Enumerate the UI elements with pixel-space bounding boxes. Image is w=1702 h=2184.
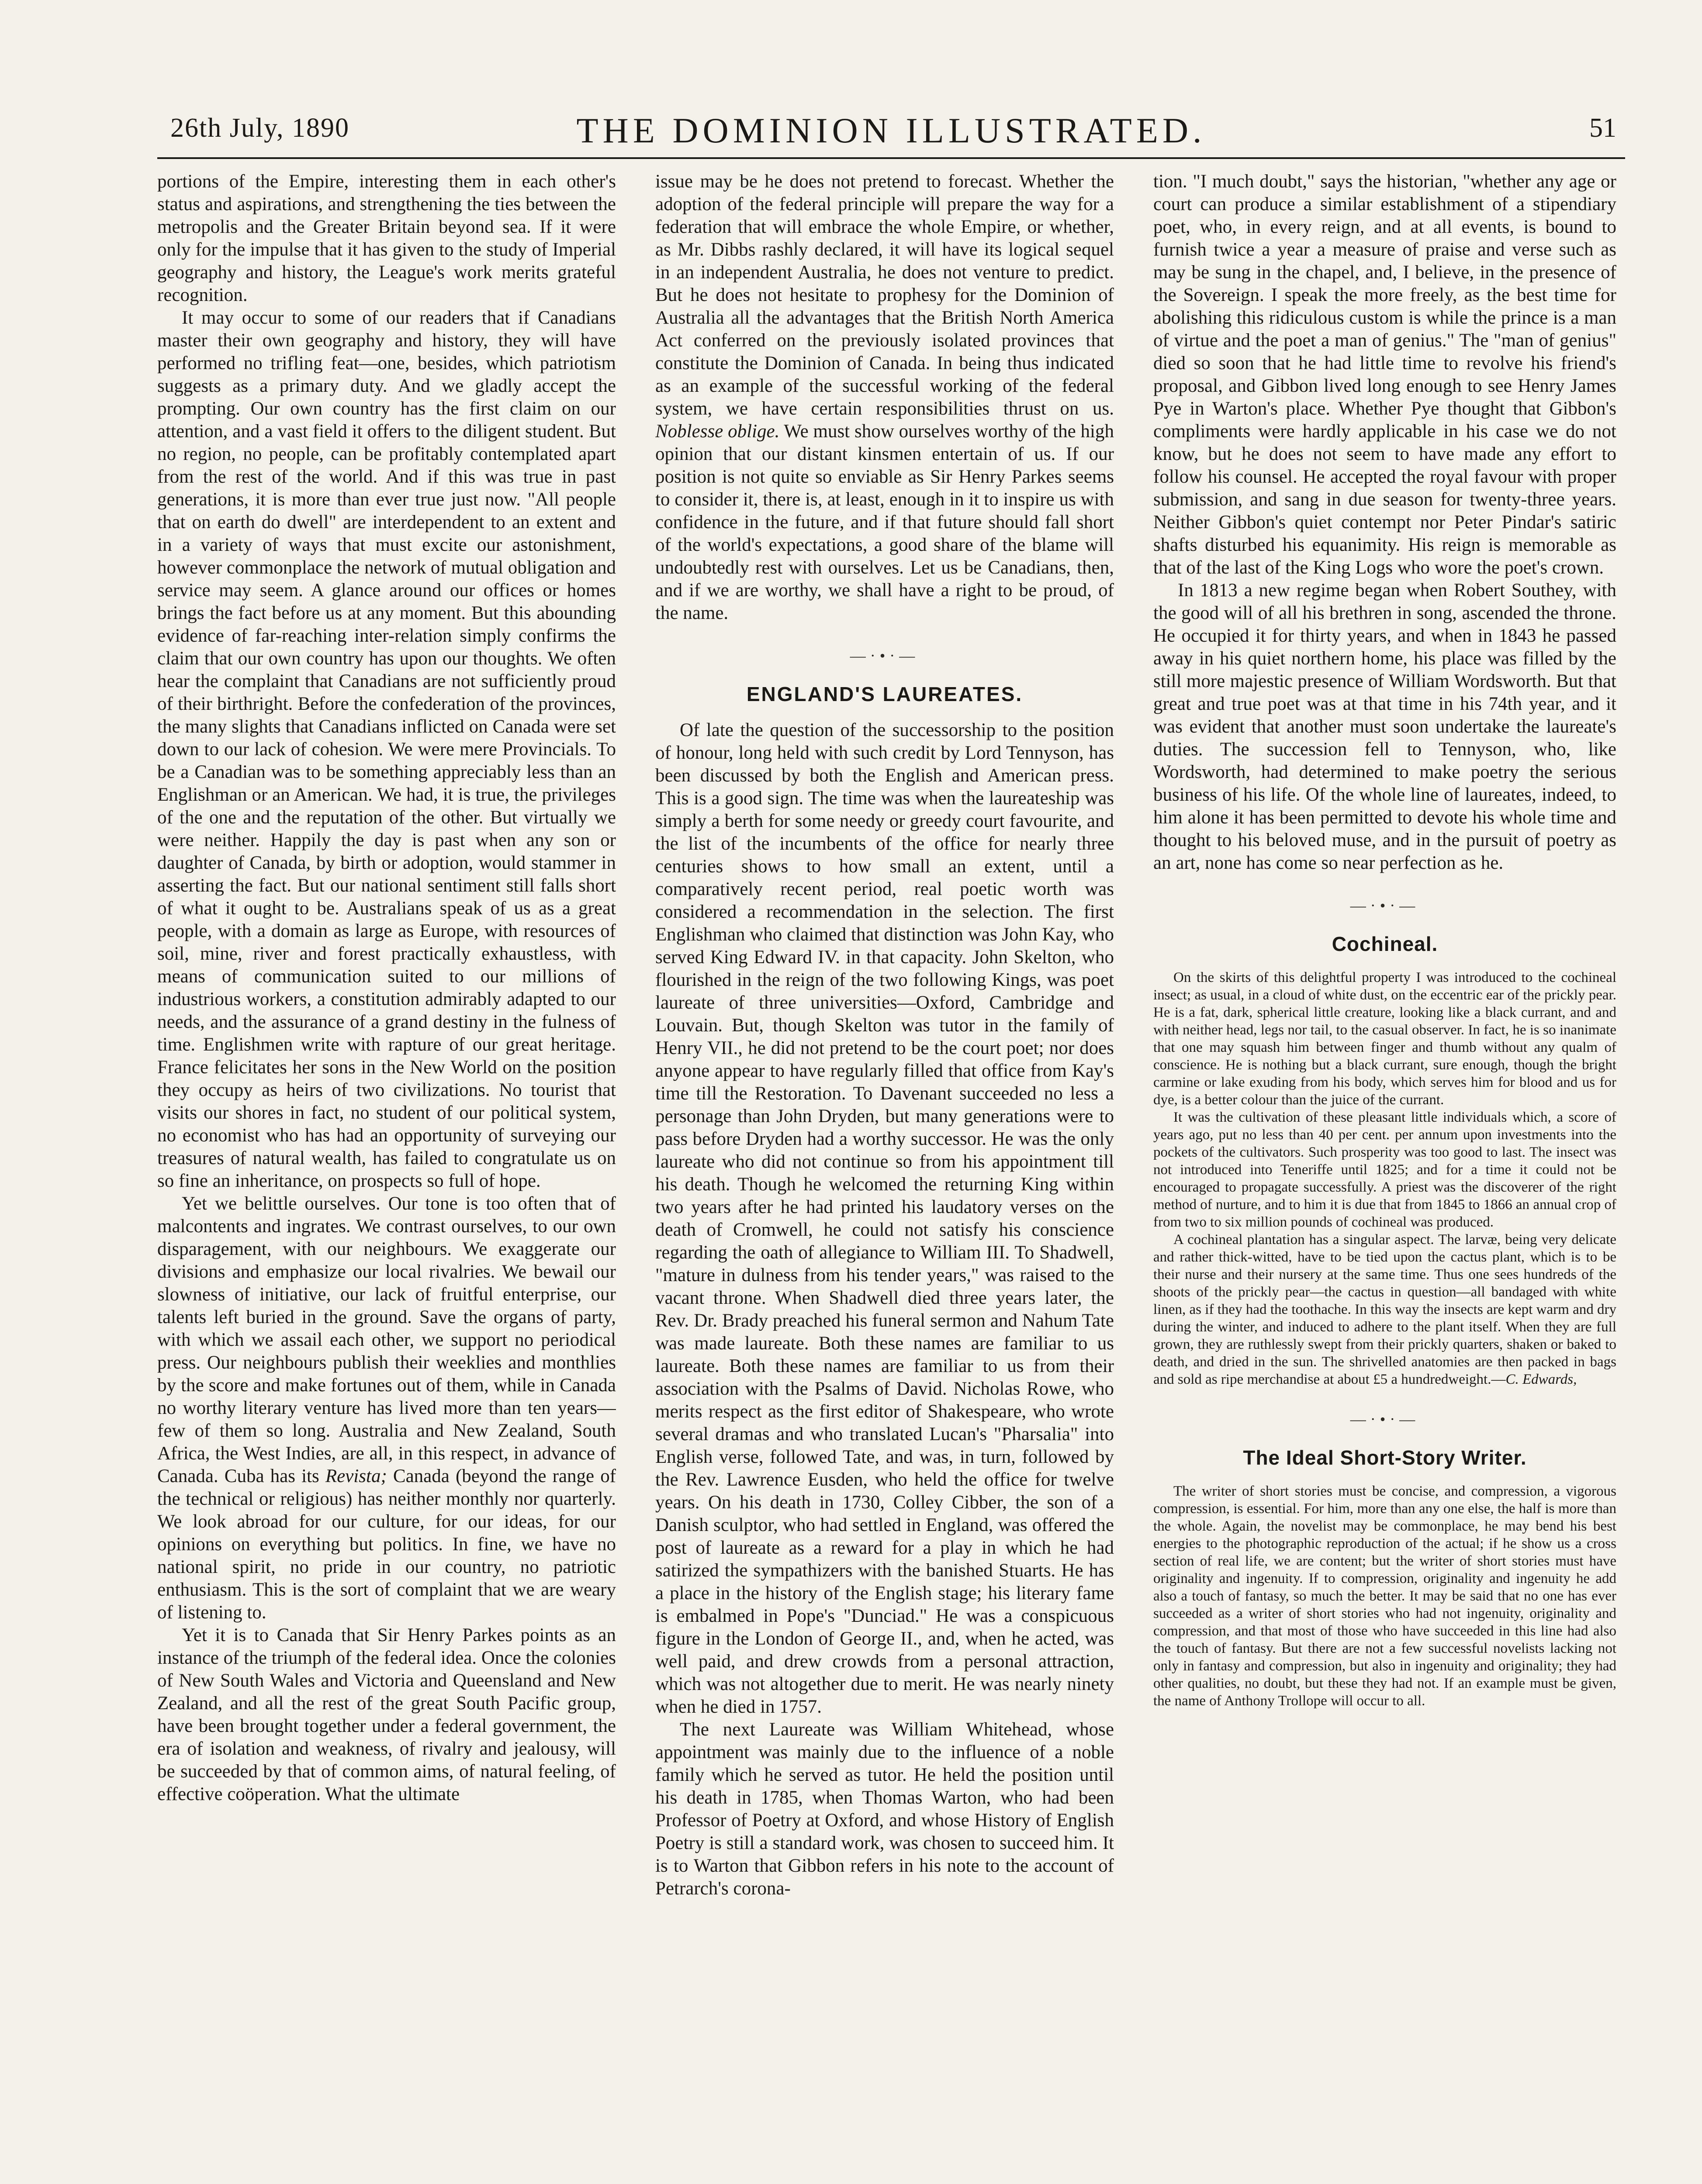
short-story-heading: The Ideal Short-Story Writer. xyxy=(1243,1446,1527,1469)
column-3 xyxy=(1153,170,1616,2184)
col1-paragraph-2: It may occur to some of our readers that if Canadians master their own geography and history, they will have performed no trifling feat—one, besides, which patriotism suggests as a primary duty. And we gladly accept the prompting. Our own country has the first claim on our attention, and a vast field it offers to the diligent student. But no region, no people, can be profitably contemplated apart from the rest of the world. And if this was true in past generations, it is more than ever true just now. "All people that on earth do dwell" are interdependent to an extent and in a variety of ways that must excite our astonishment, however commonplace the network of mutual obligation and service may seem. A glance around our offices or homes brings the fact before us at any moment. But this abounding evidence of far-reaching inter-relation simply confirms the claim that our own country has upon our thoughts. We often hear the complaint that Canadians are not sufficiently proud of their birthright. Before the confederation of the provinces, the many slights that Canadians inflicted on Canada were set down to our lack of cohesion. We were mere Provincials. To be a Canadian was to be something appreciably less than an Englishman or an American. We had, it is true, the privileges of the one and the reputation of the other. But virtually we were neither. Happily the day is past when any son or daughter of Canada, by birth or adoption, would stammer in asserting the fact. But our national sentiment still falls short of what it ought to be. Australians speak of us as a great people, with a domain as large as Europe, with resources of soil, mine, river and forest practically exhaustless, with means of communication suited to our millions of industrious workers, a constitution admirably adapted to our needs, and the assurance of a grand destiny in the fulness of time. Englishmen write with rapture of our great heritage. France felicitates her sons in the New World on the position they occupy as heirs of two civilizations. No tourist that visits our shores in fact, no student of our political system, no economist who has had an opportunity of surveying our treasures of natural wealth, has failed to congratulate us on so fine an inheritance, on prospects so full of hope. xyxy=(157,308,616,1191)
col2-paragraph-1-text: issue may be he does not pretend to forecast. Whether the adoption of the federal principle will prepare the way for a federation that will embrace the whole Empire, or whether, as Mr. Dibbs rashly declared, it will have its logical sequel in an independent Australia, he does not venture to predict. But he does not hesitate to prophesy for the Dominion of Australia all the advantages that the British North America Act conferred on the previously isolated provinces that constitute the Dominion of Canada. In being thus indicated as an example of the successful working of the federal system, we have certain responsibilities thrust on us. xyxy=(655,171,1114,419)
cochineal-paragraph-1: On the skirts of this delightful property I was introduced to the cochineal insect; as usual, in a cloud of white dust, on the eccentric ear of the prickly pear. He is a fat, dark, spherical little creature, looking like a black currant, and and with neither head, legs nor tail, to the casual observer. In fact, he is so inanimate that one may squash him between finger and thumb without any qualm of conscience. He is nothing but a black currant, sure enough, though the bright carmine or lake exuding from his body, which serves him for blood and us for dye, is a better colour than the juice of the currant. xyxy=(1153,970,1616,1108)
issue-date: 26th July, 1890 xyxy=(170,113,350,143)
cochineal-paragraph-3 xyxy=(1153,1231,1616,1388)
col2-paragraph-1-rest: We must show ourselves worthy of the high opinion that our distant kinsmen entertain of us. If our position is not quite so enviable as Sir Henry Parkes seems to consider it, there is, at least, enough in it to inspire us with confidence in the future, and if that future should fall short of the world's expectations, a good share of the blame will undoubtedly rest with ourselves. Let us be Canadians, then, and if we are worthy, we shall have a right to be proud, of the name. xyxy=(655,421,1114,623)
cochineal-paragraph-2: It was the cultivation of these pleasant little individuals which, a score of years ago, put no less than 40 per cent. per annum upon investments into the pockets of the cultivators. Such prosperity was too good to last. The insect was not introduced into Teneriffe until 1825; and for a time it could not be encouraged to propagate successfully. A priest was the discoverer of the right method of nurture, and to him it is due that from 1845 to 1866 an annual crop of from two to six million pounds of cochineal was produced. xyxy=(1153,1109,1616,1230)
section-separator-3: —·•·— xyxy=(1350,1410,1420,1428)
noblesse-italic: Noblesse oblige. xyxy=(655,421,780,442)
column-1 xyxy=(157,170,616,2184)
col1-paragraph-3-text: Yet we belittle ourselves. Our tone is too often that of malcontents and ingrates. We contrast ourselves, to our own disparagement, with our neighbours. We exaggerate our divisions and emphasize our local rivalries. We bewail our slowness of initiative, our lack of fruitful enterprise, our talents left buried in the ground. Save the organs of party, with which we assail each other, we support no periodical press. Our neighbours publish their weeklies and monthlies by the score and make fortunes out of them, while in Canada no worthy literary venture has lived more than ten years—few of them so long. Australia and New Zealand, South Africa, the West Indies, are all, in this respect, in advance of Canada. Cuba has its xyxy=(157,1193,616,1486)
section-separator-2: —·•·— xyxy=(1350,897,1420,914)
laureates-paragraph-2: The next Laureate was William Whitehead, whose appointment was mainly due to the influence of a noble family which he served as tutor. He held the position until his death in 1785, when Thomas Warton, who had been Professor of Poetry at Oxford, and whose History of English Poetry is still a standard work, was chosen to succeed him. It is to Warton that Gibbon refers in his note to the account of Petrarch's corona- xyxy=(655,1719,1114,1899)
col1-paragraph-3 xyxy=(157,1192,616,1624)
cochineal-paragraph-3-text: A cochineal plantation has a singular aspect. The larvæ, being very delicate and rather thick-witted, have to be tied upon the cactus plant, which is to be their nurse and their nursery at the same time. Thus one sees hundreds of the shoots of the prickly pear—the cactus in question—all bandaged with white linen, as if they had the toothache. In this way the insects are kept warm and dry during the winter, and induced to adhere to the plant itself. When they are full grown, they are ruthlessly swept from their prickly quarters, shaken or baked to death, and dried in the sun. The shrivelled anatomies are then packed in bags and sold as ripe merchandise at about £5 a hundredweight.— xyxy=(1153,1232,1616,1387)
section-separator: —·•·— xyxy=(850,647,920,664)
cochineal-heading: Cochineal. xyxy=(1332,933,1438,955)
column-2 xyxy=(655,170,1114,2184)
laureates-paragraph-1: Of late the question of the successorship to the position of honour, long held with such credit by Lord Tennyson, has been discussed by both the English and American press. This is a good sign. The time was when the laureateship was simply a berth for some needy or greedy court favourite, and the list of the incumbents of the office for nearly three centuries shows to how small an extent, until a comparatively recent period, real poetic worth was considered a recommendation in the selection. The first Englishman who claimed that distinction was John Kay, who served King Edward IV. in that capacity. John Skelton, who flourished in the reign of the two following Kings, was poet laureate of three universities—Oxford, Cambridge and Louvain. But, though Skelton was tutor in the family of Henry VII., he did not pretend to be the court poet; nor does anyone appear to have regularly filled that office from Kay's time till the Restoration. To Davenant succeeded no less a personage than John Dryden, but many generations were to pass before Dryden had a worthy successor. He was the only laureate who did not continue so from his appointment till his death. Though he welcomed the returning King within two years after he had printed his laudatory verses on the death of Cromwell, he could not satisfy his conscience regarding the oath of allegiance to William III. To Shadwell, "mature in dulness from his tender years," was raised to the vacant throne. When Shadwell died three years later, the Rev. Dr. Brady preached his funeral sermon and Nahum Tate was made laureate. Both these names are familiar to us laureate. Both these names are familiar to us from their association with the Psalms of David. Nicholas Rowe, who merits respect as the first editor of Shakespeare, who wrote several dramas and who translated Lucan's "Pharsalia" into English verse, followed Tate, and was, in turn, followed by the Rev. Lawrence Eusden, who held the office for twelve years. On his death in 1730, Colley Cibber, the son of a Danish sculptor, who had settled in England, was offered the post of laureate as a reward for a play in which he had satirized the sympathizers with the banished Stuarts. He has a place in the history of the English stage; his literary fame is embalmed in Pope's "Dunciad." He was a conspicuous figure in the London of George II., and, when he acted, was well paid, and drew crowds from a personal attraction, which was not altogether due to merit. He was nearly ninety when he died in 1757. xyxy=(655,720,1114,1717)
col3-paragraph-2: In 1813 a new regime began when Robert Southey, with the good will of all his brethren in song, ascended the throne. He occupied it for thirty years, and when in 1843 he passed away in his quiet northern home, his place was filled by the still more majestic presence of William Wordsworth. But that great and true poet was at that time in his 74th year, and it was evident that another must soon undertake the laureate's duties. The succession fell to Tennyson, who, like Wordsworth, had determined to make poetry the serious business of his life. Of the whole line of laureates, indeed, to him alone it has been permitted to devote his whole time and thought to his beloved muse, and in the pursuit of poetry as an art, none has come so near perfection as he. xyxy=(1153,580,1616,873)
col1-paragraph-3-rest: Canada (beyond the range of the technical or religious) has neither monthly nor quarterly. We look abroad for our culture, for our ideas, for our opinions on everything but politics. In fine, we have no national spirit, no pride in our country, no patriotic enthusiasm. This is the sort of complaint that we are weary of listening to. xyxy=(157,1466,616,1623)
col1-paragraph-4: Yet it is to Canada that Sir Henry Parkes points as an instance of the triumph of the federal idea. Once the colonies of New South Wales and Victoria and Queensland and New Zealand, and all the rest of the great South Pacific group, have been brought together under a federal government, the era of isolation and weakness, of rivalry and jealousy, will be succeeded by that of common aims, of natural feeling, of effective coöperation. What the ultimate xyxy=(157,1625,616,1804)
laureates-heading: ENGLAND'S LAUREATES. xyxy=(746,683,1023,705)
col1-paragraph-1: portions of the Empire, interesting them in each other's status and aspirations, and strengthening the ties between the metropolis and the Greater Britain beyond sea. If it were only for the impulse that it has given to the study of Imperial geography and history, the League's work merits grateful recognition. xyxy=(157,171,616,305)
col2-paragraph-1 xyxy=(655,170,1114,625)
col3-paragraph-1: tion. "I much doubt," says the historian, "whether any age or court can produce a similar establishment of a stipendiary poet, who, in every reign, and at all events, is bound to furnish twice a year a measure of praise and verse such as may be sung in the chapel, and, I believe, in the presence of the Sovereign. I speak the more freely, as the best time for abolishing this ridiculous custom is while the prince is a man of virtue and the poet a man of genius." The "man of genius" died so soon that he had little time to revolve his friend's proposal, and Gibbon lived long enough to see Henry James Pye in Warton's place. Whether Pye thought that Gibbon's compliments were hardly applicable in his case we do not know, but he does not seem to have made any effort to follow his counsel. He accepted the royal favour with proper submission, and sang in due season for twenty-three years. Neither Gibbon's quiet contempt nor Peter Pindar's satiric shafts disturbed his equanimity. His reign is memorable as that of the last of the King Logs who wore the poet's crown. xyxy=(1153,171,1616,578)
masthead-title: THE DOMINION ILLUSTRATED. xyxy=(576,111,1206,150)
revista-italic: Revista; xyxy=(325,1466,387,1486)
header-rule xyxy=(157,157,1625,159)
page-number: 51 xyxy=(1589,113,1616,143)
short-story-paragraph-1: The writer of short stories must be concise, and compression, a vigorous compression, is essential. For him, more than any one else, the half is more than the whole. Again, the novelist may be commonplace, he may bend his best energies to the photographic reproduction of the actual; if he show us a cross section of real life, we are content; but the writer of short stories must have originality and ingenuity. If to compression, originality and ingenuity he add also a touch of fantasy, so much the better. It may be said that no one has ever succeeded as a writer of short stories who had not ingenuity, originality and compression, and that most of those who have succeeded in this line had also the touch of fantasy. But there are not a few successful novelists lacking not only in fantasy and compression, but also in ingenuity and originality; they had other qualities, no doubt, but these they had not. If an example must be given, the name of Anthony Trollope will occur to all. xyxy=(1153,1483,1616,1709)
cochineal-signature: C. Edwards, xyxy=(1505,1372,1577,1387)
page-header xyxy=(157,87,1625,162)
